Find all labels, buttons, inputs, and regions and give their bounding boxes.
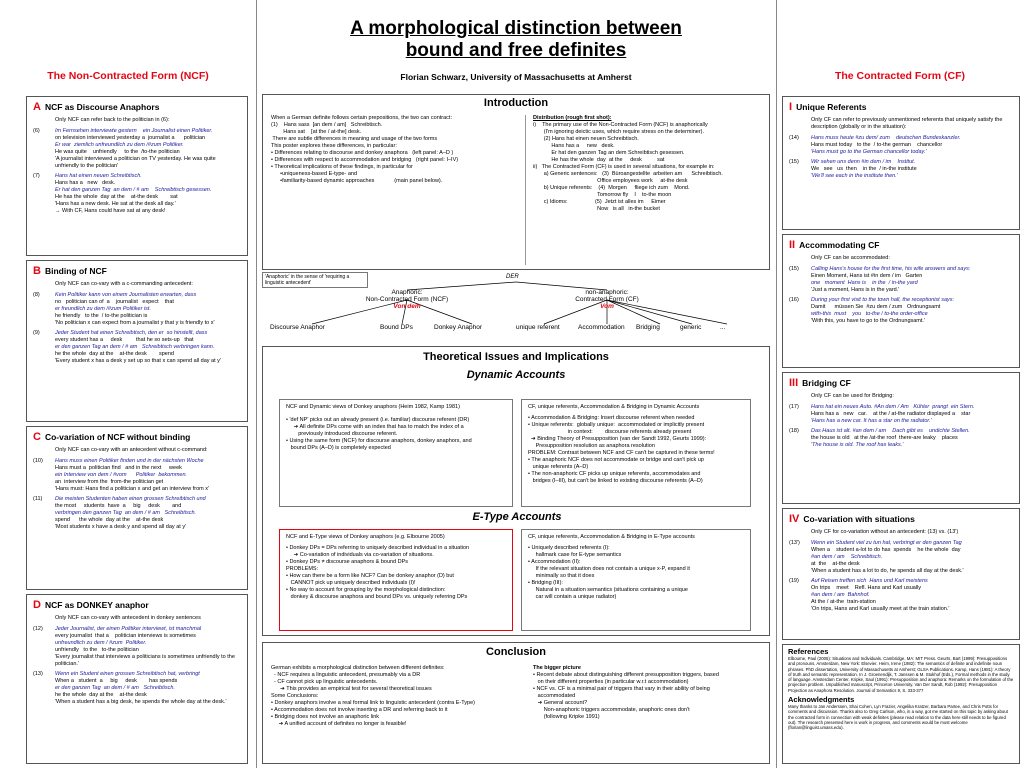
text-line: (2) Hans hat einen neuen Schreibtisch.	[533, 136, 639, 142]
section-box	[782, 372, 1020, 504]
text-line: German exhibits a morphological distinction between different definites:	[271, 665, 445, 671]
theory-title: Theoretical Issues and Implications	[423, 351, 609, 363]
example-line: When a student a-lot to do has spends he the whole day	[811, 547, 961, 553]
text-line: He has the whole day at the desk sat	[533, 157, 665, 163]
tree-note: 'Anaphoric' in the sense of 'requiring a linguistic antecedent'	[262, 272, 368, 288]
section-title: Unique Referents	[796, 102, 867, 112]
example	[789, 297, 1013, 325]
text-line: • The anaphoric NCF does not accommodate or bridge and can't pick up	[528, 457, 704, 463]
text-line: • Bridging does not involve an anaphoric link	[271, 714, 380, 720]
example-line: no politician can of a journalist expect that	[55, 299, 174, 305]
example-line: Das Haus ist alt. #an dem / am Dach gibt es undichte Stellen.	[811, 428, 970, 434]
dynamic-right-lines	[528, 415, 744, 485]
section-box	[782, 508, 1020, 640]
text-line: ➔ General account?	[533, 700, 588, 706]
dynamic-left-lines	[286, 417, 506, 452]
text-line: • 'def NP' picks out an already present (i.e. familiar) discourse referent (DR)	[286, 417, 470, 423]
text-line: • How can there be a form like NCF? Can be donkey anaphor (D) but	[286, 573, 454, 579]
title-line-1: A morphological distinction between	[350, 18, 682, 39]
text-line: • Differences with respect to accommodation and bridging (right panel: I–IV)	[271, 157, 459, 163]
example-line: er den ganzen Tag an dem / # am Schreibtisch verbringen kann.	[55, 344, 215, 350]
theory-panel	[262, 346, 770, 636]
section-box	[782, 234, 1020, 368]
example-number: (10)	[33, 458, 43, 464]
section-heading	[789, 377, 1013, 389]
example-line: every journalist that a politician interviews is sometimes	[55, 633, 196, 639]
references-panel	[782, 644, 1020, 764]
tree-root: DER	[506, 274, 519, 280]
section-title: Accommodating CF	[799, 240, 880, 250]
text-line: • Unique referents: globally unique: accommodated or implicitly present	[528, 422, 705, 428]
text-line: • Accommodation & Bridging: Insert discourse referent when needed	[528, 415, 695, 421]
example-line: Calling Hans's house for the first time, his wife answers and says:	[811, 266, 971, 272]
tree-left-label-1: Anaphoric:	[391, 289, 423, 296]
example-number: (6)	[33, 128, 40, 134]
conclusion-left-text	[271, 665, 521, 728]
text-line: CANNOT pick up uniquely described individuals (I)!	[286, 580, 416, 586]
example-line: He has the whole day at the at-the desk sat	[55, 194, 178, 200]
example-line: 'We'll see each in the institute then.'	[811, 173, 898, 179]
example-line: Damit müssen Sie #zu dem / zum Ordnungsamt	[811, 304, 941, 310]
text-line: There are subtle differences in meaning and usage of the two forms	[271, 136, 438, 142]
text-line: Some Conclusions:	[271, 693, 319, 699]
example-line: Hans must today to the / to-the german chancellor	[811, 142, 943, 148]
etype-right-head: CF, unique referents, Accommodation & Bridging in E-Type accounts	[528, 534, 695, 540]
section-intro: Only NCF can refer back to the politician in (6):	[55, 117, 170, 123]
tree-leaf: Donkey Anaphor	[434, 324, 483, 331]
tree-leaf: Bound DPs	[380, 324, 413, 331]
text-line: PROBLEM: Contrast between NCF and CF can't be captured in these terms!	[528, 450, 715, 456]
section-heading	[789, 101, 1013, 113]
left-column-title: The Non-Contracted Form (NCF)	[47, 70, 209, 82]
section-heading	[789, 239, 1013, 251]
example-line: 'With this, you have to go to the Ordnungsamt.'	[811, 318, 925, 324]
example	[789, 578, 1013, 613]
section-intro: Only CF for co-variation without an antecedent: (13) vs. (13')	[811, 529, 959, 535]
text-line: Hans sat [at the / at-the] desk.	[271, 129, 362, 135]
introduction-right-text	[533, 115, 765, 213]
section-box	[26, 260, 248, 422]
section-number: IV	[789, 513, 800, 525]
text-line: (I'm ignoring deictic uses, which require stress on the determiner).	[533, 129, 705, 135]
text-line: • Donkey anaphors involve a real formal link to linguistic antecedent (contra E-Type)	[271, 700, 475, 706]
example-line: Wir sehen uns denn #in dem / im Institut.	[811, 159, 916, 165]
tree-right-node	[552, 289, 662, 310]
distribution-lines	[533, 122, 765, 213]
tree-right-label-1: non-anaphoric:	[585, 289, 629, 296]
example-line: on television interviewed yesterday a journalist a politician	[55, 135, 206, 141]
text-line: • The non-anaphoric CF picks up unique referents, accommodates and	[528, 471, 701, 477]
text-line: b) Unique referents: (4) Morgen fliege ich zum Mond.	[533, 185, 690, 191]
intro-divider	[525, 115, 526, 265]
example	[789, 540, 1013, 575]
text-line: ➔ A unified account of definites no longer is feasible!	[271, 721, 407, 727]
tree-right-label-2: Contracted Form (CF)	[575, 296, 639, 303]
tree-left-node	[352, 289, 462, 310]
text-line: • Differences relating to discourse and donkey anaphora (left panel: A–D )	[271, 150, 454, 156]
text-line: ii) The Contracted Form (CF) is used in several situations, for example in:	[533, 164, 715, 170]
example-line: Er hat den ganzen Tag an dem / # am Schreibtisch gesessen.	[55, 187, 212, 193]
tree-leaf: unique referent	[516, 324, 560, 331]
text-line: This poster explores these differences, in particular:	[271, 143, 397, 149]
text-line: If the relevant situation does not contain a unique x-P, expand it	[528, 566, 690, 572]
section-intro: Only CF can refer to previously unmentioned referents that uniquely satisfy the description (globally or in the situation):	[811, 117, 1003, 130]
text-line: hallmark case for E-type semantics	[528, 552, 622, 558]
example-line: 'Just a moment, Hans is in the yard.'	[811, 287, 900, 293]
text-line: • Bridging (III):	[528, 580, 563, 586]
example-line: 'Every student x has a desk y set up so that x can spend all day at y'	[55, 358, 221, 364]
text-line: Tomorrow fly I to-the moon	[533, 192, 672, 198]
example-number: (8)	[33, 292, 40, 298]
example-line: 'The house is old. The roof has leaks.'	[811, 442, 904, 448]
example-line: Hans muss heute #zu dem/ zum deutschen Bundeskanzler.	[811, 135, 961, 141]
example-line: 'On trips, Hans and Karl usually meet at the train station.'	[811, 606, 950, 612]
example-line: Jeder Journalist, der einen Politiker interviewt, ist manchmal	[55, 626, 202, 632]
tree-leaf: Accommodation	[578, 324, 625, 331]
example	[33, 173, 241, 215]
section-box	[26, 426, 248, 590]
text-line: bound DPs (A–D) is completely expected	[286, 445, 391, 451]
text-line: i) The primary use of the Non-Contracted Form (NCF) is anaphorically	[533, 122, 708, 128]
section-intro: Only NCF can co-vary with a c-commanding antecedent:	[55, 281, 193, 287]
example-line: 'Most students x have a desk y and spend all day at y'	[55, 524, 187, 530]
dynamic-left-head: NCF and Dynamic views of Donkey anaphors (Heim 1982, Kamp 1981)	[286, 404, 460, 410]
etype-left-lines	[286, 545, 506, 601]
text-line: ➔ All definite DPs come with an index that has to match the index of a	[286, 424, 464, 430]
example-line: verbringen den ganzen Tag an dem / # am Schreibtisch.	[55, 510, 197, 516]
example-line: he the whole day at the at-the desk spend	[55, 351, 174, 357]
acknowledgments-title: Acknowledgments	[788, 695, 855, 705]
example-line: unfriendly to the to-the politician	[55, 647, 139, 653]
etype-accounts-title: E-Type Accounts	[472, 511, 562, 523]
example-line: 'Hans must go to the German chancellor today.'	[811, 149, 927, 155]
section-intro: Only NCF can co-vary with an antecedent without c-command:	[55, 447, 208, 453]
example-line: 'Hans has a new car. It has a star on the radiator.'	[811, 418, 932, 424]
text-line: • Donkey DPs = DPs referring to uniquely described individual in a situation	[286, 545, 470, 551]
text-line: bridges (I–III), but can't be linked to existing discourse referents (A–D)	[528, 478, 703, 484]
section-number: II	[789, 239, 796, 251]
text-line: • Theoretical implications of these findings, in particular for	[271, 164, 413, 170]
text-line: Office employees work at-the desk	[533, 178, 688, 184]
example	[789, 428, 1013, 449]
example-number: (13)	[33, 671, 43, 677]
example-line: he the whole day at the at-the desk	[55, 692, 147, 698]
dynamic-accounts-title: Dynamic Accounts	[466, 369, 566, 381]
section-heading	[789, 513, 1013, 525]
section-title: Binding of NCF	[44, 266, 107, 276]
example-line: Wenn ein Student einen grossen Schreibtisch hat, verbringt	[55, 671, 200, 677]
text-line: ➔ This provides an empirical test for several theoretical issues	[271, 686, 432, 692]
example-line: with-this must you to-the / to-the order-office	[811, 311, 928, 317]
example-line: er freundlich zu dem /#zum Politiker ist.	[55, 306, 151, 312]
section-box	[782, 96, 1020, 230]
text-line: (1) Hans sass [an dem / am] Schreibtisch.	[271, 122, 383, 128]
text-line: • Uniquely described referents (I):	[528, 545, 610, 551]
section-intro: Only NCF can co-vary with antecedent in donkey sentences	[55, 615, 201, 621]
example	[33, 671, 241, 706]
example-line: Hans must a politician find and in the next week	[55, 465, 182, 471]
example-number: (9)	[33, 330, 40, 336]
example	[33, 128, 241, 170]
example-line: On trips meet Refl. Hans and Karl usually	[811, 585, 922, 591]
introduction-title: Introduction	[483, 97, 549, 109]
example	[33, 330, 241, 365]
section-intro: Only CF can be accommodated:	[811, 255, 890, 261]
example-line: he friendly to the / to-the politician is	[55, 313, 148, 319]
section-title: NCF as DONKEY anaphor	[44, 600, 149, 610]
tree-leaf: generic	[680, 324, 702, 331]
example	[789, 404, 1013, 425]
example	[789, 159, 1013, 180]
text-line: • Accommodation does not involve inserting a DR and referring back to it	[271, 707, 448, 713]
text-line: •familiarity-based dynamic approaches (main panel below).	[271, 178, 443, 184]
text-line: - NCF requires a linguistic antecedent, presumably via a DR	[271, 672, 421, 678]
example	[33, 458, 241, 493]
example-number: (13')	[789, 540, 800, 546]
text-line: When a German definite follows certain prepositions, the two can contract:	[271, 115, 452, 121]
conclusion-right-text	[533, 665, 765, 721]
example-number: (15)	[789, 159, 799, 165]
text-line: - CF cannot pick up linguistic antecedents.	[271, 679, 378, 685]
text-line: • NCF vs. CF is a minimal pair of triggers that vary in their ability of being	[533, 686, 710, 692]
example-line: Hans hat einen neuen Schreibtisch.	[55, 173, 142, 179]
classification-tree	[262, 272, 770, 338]
text-line: minimally so that it does	[528, 573, 595, 579]
example-line: During your first visit to the town hall, the receptionist says:	[811, 297, 955, 303]
text-line: on their different properties (in particular w.r.t accommodation)	[533, 679, 689, 685]
text-line: •uniqueness-based E-type- and	[271, 171, 358, 177]
text-line: • Using the same form (NCF) for discourse anaphors, donkey anaphors, and	[286, 438, 472, 444]
text-line: • Accommodation (II):	[528, 559, 581, 565]
section-number: III	[789, 377, 799, 389]
dynamic-left-box	[279, 399, 513, 507]
conclusion-panel	[262, 642, 770, 764]
references-text: Elbourne, Paul (2005): Situations and Individuals. Cambridge, MA: MIT Press. Geurts, Bart (1999): Presuppositions and pronouns. Amsterdam, New York: Elsevier. Heim, Irene (1982): The semantics of definite and indefinite noun phrases. PhD dissertation, University of Massachusetts at Amherst; GLSA Publications. Kamp, Hans (1981): A theory of truth and semantic representation. In J. Groenendijk, T. Janssen & M. Stokhof (Eds.), Formal methods in the study of language. Amsterdam Center. Kripke, Saul (1991): Presupposition and anaphora: Remarks on the formulation of the projection problem. Unpublished manuscript, Princeton University. Van Der Sandt, Rob (1992): Presupposition Projection as Anaphora Resolution. Journal of Semantics 9, S. 333-377	[788, 656, 1014, 693]
example	[789, 135, 1013, 156]
example-line: the most students have a big desk and	[55, 503, 182, 509]
example-line: every student has a desk that he so sets-up that	[55, 337, 194, 343]
example-line: 'When a student has a big desk, he spends the whole day at the desk.'	[55, 699, 227, 705]
text-line: car will contain a unique radiator)	[528, 594, 617, 600]
example-number: (14)	[789, 135, 799, 141]
example-line: 'Hans has a new desk. He sat at the desk all day.'	[55, 201, 176, 207]
bigger-picture-heading: The bigger picture	[533, 665, 581, 671]
example-line: Im Fernsehen interviewte gestern ein Journalist einen Politiker.	[55, 128, 213, 134]
etype-left-box	[279, 529, 513, 631]
section-intro: Only CF can be used for Bridging:	[811, 393, 894, 399]
poster-title	[256, 18, 776, 62]
example-line: Einen Moment, Hans ist #in dem / im Garten	[811, 273, 923, 279]
tree-left-label-2: Non-Contracted Form (NCF)	[365, 296, 449, 303]
example-line: We see us then in the / in-the institute	[811, 166, 917, 172]
title-line-2: bound and free definites	[405, 40, 627, 61]
right-column-title: The Contracted Form (CF)	[834, 70, 966, 82]
introduction-panel	[262, 94, 770, 270]
text-line: ➔ Co-variation of individuals via co-variation of situations.	[286, 552, 434, 558]
example-line: Hans muss einen Politiker finden und in der nächsten Woche	[55, 458, 204, 464]
example-line: Die meisten Studenten haben einen grossen Schreibtisch und	[55, 496, 206, 502]
example-line: Hans has a new car. at the / at-the radiator displayed a star	[811, 411, 971, 417]
section-number: I	[789, 101, 793, 113]
text-line: Hans has a new desk.	[533, 143, 615, 149]
example-number: (15)	[789, 266, 799, 272]
example-line: At the / at-the train-station	[811, 599, 876, 605]
introduction-left-text	[271, 115, 521, 185]
text-line: Non-anaphoric triggers accommodate, anaphoric ones don't	[533, 707, 690, 713]
example	[33, 626, 241, 668]
section-title: NCF as Discourse Anaphors	[44, 102, 160, 112]
text-line: Presupposition resolution as anaphora resolution	[528, 443, 655, 449]
text-line: • No way to account for grouping by the morphological distinction:	[286, 587, 446, 593]
section-title: Co-variation of NCF without binding	[44, 432, 191, 442]
section-number: A	[33, 101, 41, 113]
example-line: unfreundlich zu dem / #zum Politiker.	[55, 640, 147, 646]
text-line: a) Generic sentences: (3) Büroangestellte arbeiten am Schreibtisch.	[533, 171, 723, 177]
distribution-heading: Distribution (rough first shot):	[533, 115, 612, 121]
example-line: Hans has a new desk.	[55, 180, 116, 186]
example-line: Jeder Student hat einen Schreibtisch, den er so hinstellt, dass	[55, 330, 208, 336]
example-line: ein Interview von dem / #vom Politiker bekommen.	[55, 472, 188, 478]
column-divider-left	[256, 0, 257, 768]
text-line: c) Idioms: (5) Jetzt ist alles im Eimer	[533, 199, 666, 205]
example-number: (7)	[33, 173, 40, 179]
section-title: Co-variation with situations	[803, 514, 915, 524]
tree-leaf: ...	[720, 324, 726, 331]
text-line: in context: discourse referents already present	[528, 429, 692, 435]
section-number: C	[33, 431, 41, 443]
conclusion-title: Conclusion	[486, 646, 546, 658]
text-line: Natural in a situation semantics (situations containing a unique	[528, 587, 688, 593]
example-number: (11)	[33, 496, 43, 502]
dynamic-right-head: CF, unique referents, Accommodation & Bridging in Dynamic Accounts	[528, 404, 700, 410]
example-line: 'A journalist interviewed a politician on TV yesterday. He was quite unfriendly to the politician'	[55, 156, 218, 169]
example-number: (17)	[789, 404, 799, 410]
acknowledgments-text: Many thanks to Jan Anderssen, Shai Cohen, Lyn Frazier, Angelika Kratzer, Barbara Partee, and Chris Potts for comments and discussion. Thanks also to Greg Carlson, who, in a way, got me started on this topic by asking about the contracted form in connection with weak definites (please read relation to the data here still needs to be figured out). The research presented here is work in progress, and comments would be most welcome (florian@linguist.umass.edu).	[788, 704, 1008, 731]
text-line: ➔ Binding Theory of Presupposition (van der Sandt 1992, Geurts 1999):	[528, 436, 707, 442]
column-divider-right	[776, 0, 777, 768]
section-title: Bridging CF	[802, 378, 851, 388]
example-line: 'When a student has a lot to do, he spends all day at the desk.'	[811, 568, 964, 574]
text-line: • Donkey DPs ≠ discourse anaphors & bound DPs	[286, 559, 409, 565]
section-heading	[33, 599, 241, 611]
section-number: D	[33, 599, 41, 611]
text-line: donkey & discourse anaphora and bound DPs vs. uniquely referring DPs	[286, 594, 468, 600]
dynamic-right-box	[521, 399, 751, 507]
example-line: Wenn ein Student viel zu tun hat, verbringt er den ganzen Tag	[811, 540, 962, 546]
section-box	[26, 594, 248, 764]
example-line: #an dem / am Schreibtisch.	[811, 554, 883, 560]
text-line: PROBLEMS:	[286, 566, 319, 572]
tree-leaf: Bridging	[636, 324, 660, 331]
example-line: When a student a big desk has spends	[55, 678, 178, 684]
example-line: at the at-the desk	[811, 561, 860, 567]
example-line: Er war ziemlich unfreundlich zu dem /#zum Politiker.	[55, 142, 184, 148]
example-line: Hans hat ein neues Auto. #An dem / Am Kühler prangt ein Stern.	[811, 404, 975, 410]
example-line: spend the whole day at the at-the desk	[55, 517, 164, 523]
example	[33, 292, 241, 327]
example-number: (18)	[789, 428, 799, 434]
tree-right-sub: Vom	[600, 303, 614, 310]
section-heading	[33, 101, 241, 113]
example-line: er den ganzen Tag an dem / # am Schreibtisch.	[55, 685, 175, 691]
example-line: He was quite unfriendly to the /to-the politician	[55, 149, 180, 155]
tree-left-sub: Von dem	[393, 303, 421, 310]
example	[33, 496, 241, 531]
section-heading	[33, 431, 241, 443]
tree-leaf: Discourse Anaphor	[270, 324, 325, 331]
text-line: unique referents (A–D)	[528, 464, 589, 470]
example-line: Auf Reisen treffen sich Hans und Karl meistens	[811, 578, 928, 584]
etype-right-lines	[528, 545, 744, 601]
example-line: Kein Politiker kann von einem Journalisten erwarten, dass	[55, 292, 197, 298]
text-line: previously introduced discourse referent.	[286, 431, 398, 437]
section-box	[26, 96, 248, 256]
example-line: one moment Hans is in the / in-the yard	[811, 280, 918, 286]
etype-left-head: NCF and E-Type views of Donkey anaphors (e.g. Elbourne 2005)	[286, 534, 445, 540]
author-line: Florian Schwarz, University of Massachusetts at Amherst	[400, 72, 632, 82]
example-line: the house is old at the /at-the roof there-are leaky places	[811, 435, 958, 441]
section-heading	[33, 265, 241, 277]
example-line: 'No politician x can expect from a journalist y that y is friendly to x'	[55, 320, 215, 326]
text-line: Er hat den ganzen Tag an dem Schreibtisch gesessen.	[533, 150, 685, 156]
text-line: Now is all in-the bucket	[533, 206, 660, 212]
example-number: (12)	[33, 626, 43, 632]
example-number: (16)	[789, 297, 799, 303]
references-title: References	[788, 647, 829, 656]
example-line: 'Every journalist that interviews a politicians is sometimes unfriendly to the politician.'	[55, 654, 237, 667]
example-line: #an dem / am Bahnhof.	[811, 592, 870, 598]
text-line: (following Kripke 1991)	[533, 714, 600, 720]
example-line: → With CF, Hans could have sat at any desk!	[55, 208, 166, 214]
text-line: accommodated	[533, 693, 576, 699]
etype-right-box	[521, 529, 751, 631]
bigger-picture-lines	[533, 672, 765, 721]
text-line: • Recent debate about distinguishing different presupposition triggers, based	[533, 672, 719, 678]
example	[789, 266, 1013, 294]
section-number: B	[33, 265, 41, 277]
example-line: an interview from the from-the politician get	[55, 479, 164, 485]
example-line: 'Hans must: Hans find a politician x and get an interview from x'	[55, 486, 210, 492]
example-number: (19)	[789, 578, 799, 584]
